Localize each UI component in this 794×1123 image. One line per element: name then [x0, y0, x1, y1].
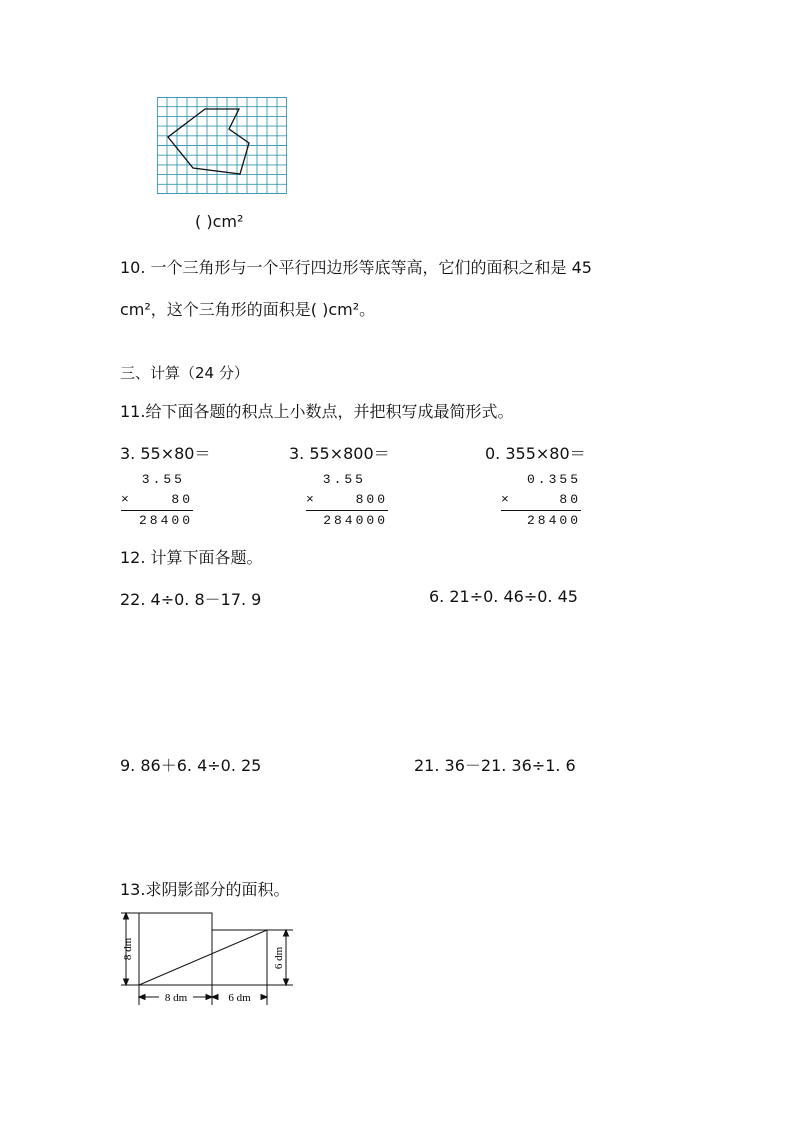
times-sign: ×: [121, 492, 129, 507]
vertical-calc-2: [306, 470, 388, 531]
calc-result: 28400: [501, 510, 581, 531]
q11-title: 11.给下面各题的积点上小数点，并把积写成最简形式。: [120, 402, 514, 421]
q13-title: 13.求阴影部分的面积。: [120, 880, 290, 899]
diagonal-line: [139, 930, 267, 985]
q10-line1: 10. 一个三角形与一个平行四边形等底等高，它们的面积之和是 45: [120, 258, 592, 277]
times-sign: ×: [501, 492, 509, 507]
grid-figure: [157, 97, 287, 194]
calc-bottom: 800: [355, 492, 388, 507]
q12-item-3: 9. 86＋6. 4÷0. 25: [120, 756, 262, 775]
section3-title: 三、计算（24 分）: [120, 364, 249, 382]
left-height-label: 8 dm: [122, 937, 134, 961]
right-height-label: 6 dm: [273, 946, 285, 970]
right-width-label: 6 dm: [228, 992, 251, 1004]
calc-bottom: 80: [559, 492, 581, 507]
q12-title: 12. 计算下面各题。: [120, 548, 263, 567]
vertical-calc-1: [121, 470, 193, 531]
q11-expr-2: 3. 55×800＝: [289, 444, 390, 463]
q11-expr-1: 3. 55×80＝: [120, 444, 211, 463]
calc-top: 3.55: [141, 472, 185, 487]
small-square: [212, 930, 267, 985]
q12-item-4: 21. 36－21. 36÷1. 6: [414, 756, 576, 775]
calc-result: 28400: [121, 510, 193, 531]
calc-top: 3.55: [322, 472, 366, 487]
calc-result: 284000: [306, 510, 388, 531]
q11-expr-3: 0. 355×80＝: [485, 444, 586, 463]
calc-top: 0.355: [526, 472, 581, 487]
calc-bottom: 80: [171, 492, 193, 507]
vertical-calc-3: [501, 470, 581, 531]
q9-answer-line: ( )cm²: [195, 212, 244, 231]
times-sign: ×: [306, 492, 314, 507]
left-width-label: 8 dm: [164, 992, 188, 1004]
large-square: [139, 913, 212, 985]
q12-item-1: 22. 4÷0. 8－17. 9: [120, 590, 262, 609]
shaded-area-figure: [115, 905, 305, 1010]
q10-line2: cm²，这个三角形的面积是( )cm²。: [120, 300, 376, 319]
q12-item-2: 6. 21÷0. 46÷0. 45: [429, 587, 578, 606]
